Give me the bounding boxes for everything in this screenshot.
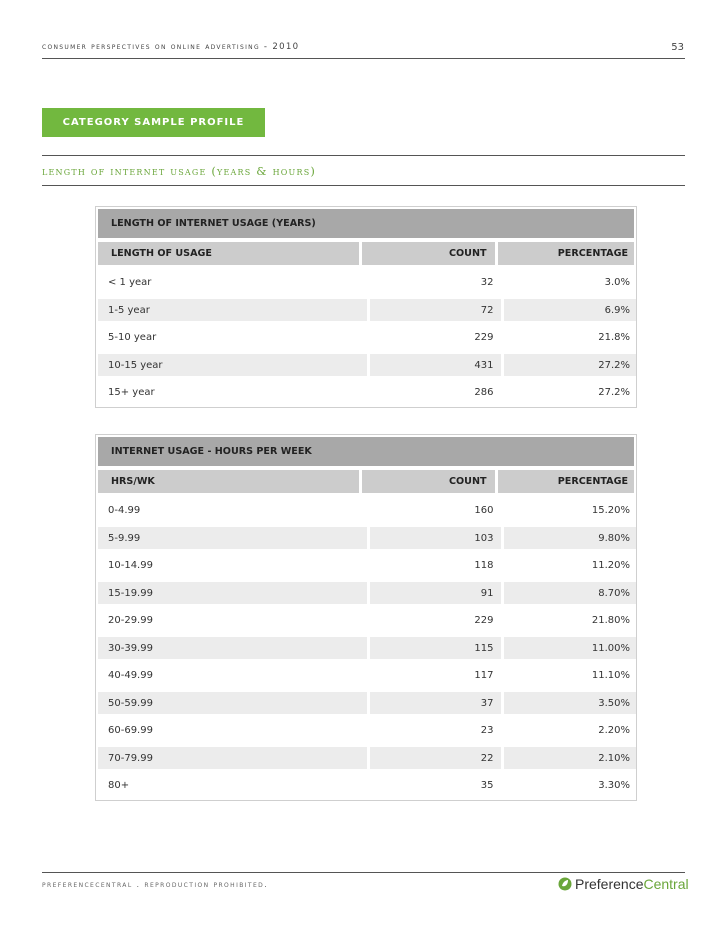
table-cell: 15.20%: [591, 505, 630, 517]
table-cell: 115: [370, 637, 501, 659]
table-cell: 27.2%: [598, 387, 630, 399]
column-header: COUNT: [362, 242, 494, 265]
table-cell: 91: [370, 582, 501, 604]
table-cell: 3.50%: [504, 692, 636, 714]
table-cell: 20-29.99: [108, 615, 153, 627]
table-cell: 2.10%: [504, 747, 636, 769]
table-cell: 11.20%: [591, 560, 630, 572]
table-row: [96, 607, 636, 635]
preferencecentral-logo: [558, 876, 689, 892]
column-header: LENGTH OF USAGE: [98, 242, 359, 265]
header-divider: [42, 58, 685, 59]
column-header: PERCENTAGE: [498, 242, 634, 265]
table-cell: 21.80%: [591, 615, 630, 627]
table-cell: 229: [474, 615, 494, 627]
logo-text-central: Central: [643, 876, 689, 892]
footer-divider: [42, 872, 685, 873]
table-cell: 80+: [108, 780, 130, 792]
table-cell: 15-19.99: [98, 582, 367, 604]
column-header: COUNT: [362, 470, 494, 493]
table-row: [96, 635, 636, 663]
table-cell: 37: [370, 692, 501, 714]
table-cell: < 1 year: [108, 277, 152, 289]
table-cell: 11.00%: [504, 637, 636, 659]
table-row: [96, 269, 636, 297]
table-row: [96, 352, 636, 380]
table-cell: 103: [370, 527, 501, 549]
table-cell: 1-5 year: [98, 299, 367, 321]
table-cell: 72: [370, 299, 501, 321]
table-cell: 160: [474, 505, 494, 517]
hours-table-title: INTERNET USAGE - HOURS PER WEEK: [98, 437, 634, 466]
table-row: [96, 324, 636, 352]
table-row: [96, 297, 636, 325]
table-cell: 286: [474, 387, 494, 399]
table-cell: 21.8%: [598, 332, 630, 344]
table-row: [96, 745, 636, 773]
logo-text-preference: Preference: [575, 876, 644, 892]
table-cell: 30-39.99: [98, 637, 367, 659]
column-header: PERCENTAGE: [498, 470, 634, 493]
table-cell: 5-10 year: [108, 332, 157, 344]
table-cell: 35: [480, 780, 494, 792]
table-cell: 23: [480, 725, 494, 737]
table-cell: 0-4.99: [108, 505, 141, 517]
table-row: [96, 662, 636, 690]
table-cell: 117: [474, 670, 494, 682]
table-cell: 8.70%: [504, 582, 636, 604]
hours-table: [95, 434, 637, 801]
table-cell: 2.20%: [598, 725, 630, 737]
table-cell: 15+ year: [108, 387, 155, 399]
table-cell: 11.10%: [591, 670, 630, 682]
table-cell: 431: [370, 354, 501, 376]
footer-text: preferencecentral . reproduction prohibited.: [42, 880, 269, 889]
table-cell: 70-79.99: [98, 747, 367, 769]
table-cell: 10-15 year: [98, 354, 367, 376]
leaf-icon: [558, 876, 572, 892]
table-row: [96, 497, 636, 525]
table-cell: 27.2%: [504, 354, 636, 376]
table-cell: 6.9%: [504, 299, 636, 321]
category-label-box: CATEGORY SAMPLE PROFILE: [42, 108, 265, 137]
table-cell: 229: [474, 332, 494, 344]
table-cell: 118: [474, 560, 494, 572]
table-cell: 3.0%: [604, 277, 630, 289]
table-row: [96, 717, 636, 745]
years-table-title: LENGTH OF INTERNET USAGE (YEARS): [98, 209, 634, 238]
table-cell: 60-69.99: [108, 725, 153, 737]
table-row: [96, 772, 636, 800]
years-table: [95, 206, 637, 408]
page-number: 53: [671, 42, 684, 53]
hours-table-header-row: [98, 470, 634, 493]
table-row: [96, 690, 636, 718]
table-cell: 40-49.99: [108, 670, 153, 682]
table-cell: 32: [480, 277, 494, 289]
section-title: length of internet usage (years & hours): [42, 164, 317, 178]
section-top-divider: [42, 155, 685, 156]
table-row: [96, 525, 636, 553]
table-row: [96, 379, 636, 407]
document-header-title: consumer perspectives on online advertising - 2010: [42, 42, 300, 52]
table-cell: 9.80%: [504, 527, 636, 549]
table-row: [96, 552, 636, 580]
section-bottom-divider: [42, 185, 685, 186]
table-cell: 50-59.99: [98, 692, 367, 714]
table-cell: 10-14.99: [108, 560, 153, 572]
table-cell: 5-9.99: [98, 527, 367, 549]
years-table-header-row: [98, 242, 634, 265]
table-row: [96, 580, 636, 608]
table-cell: 22: [370, 747, 501, 769]
column-header: HRS/WK: [98, 470, 359, 493]
table-cell: 3.30%: [598, 780, 630, 792]
